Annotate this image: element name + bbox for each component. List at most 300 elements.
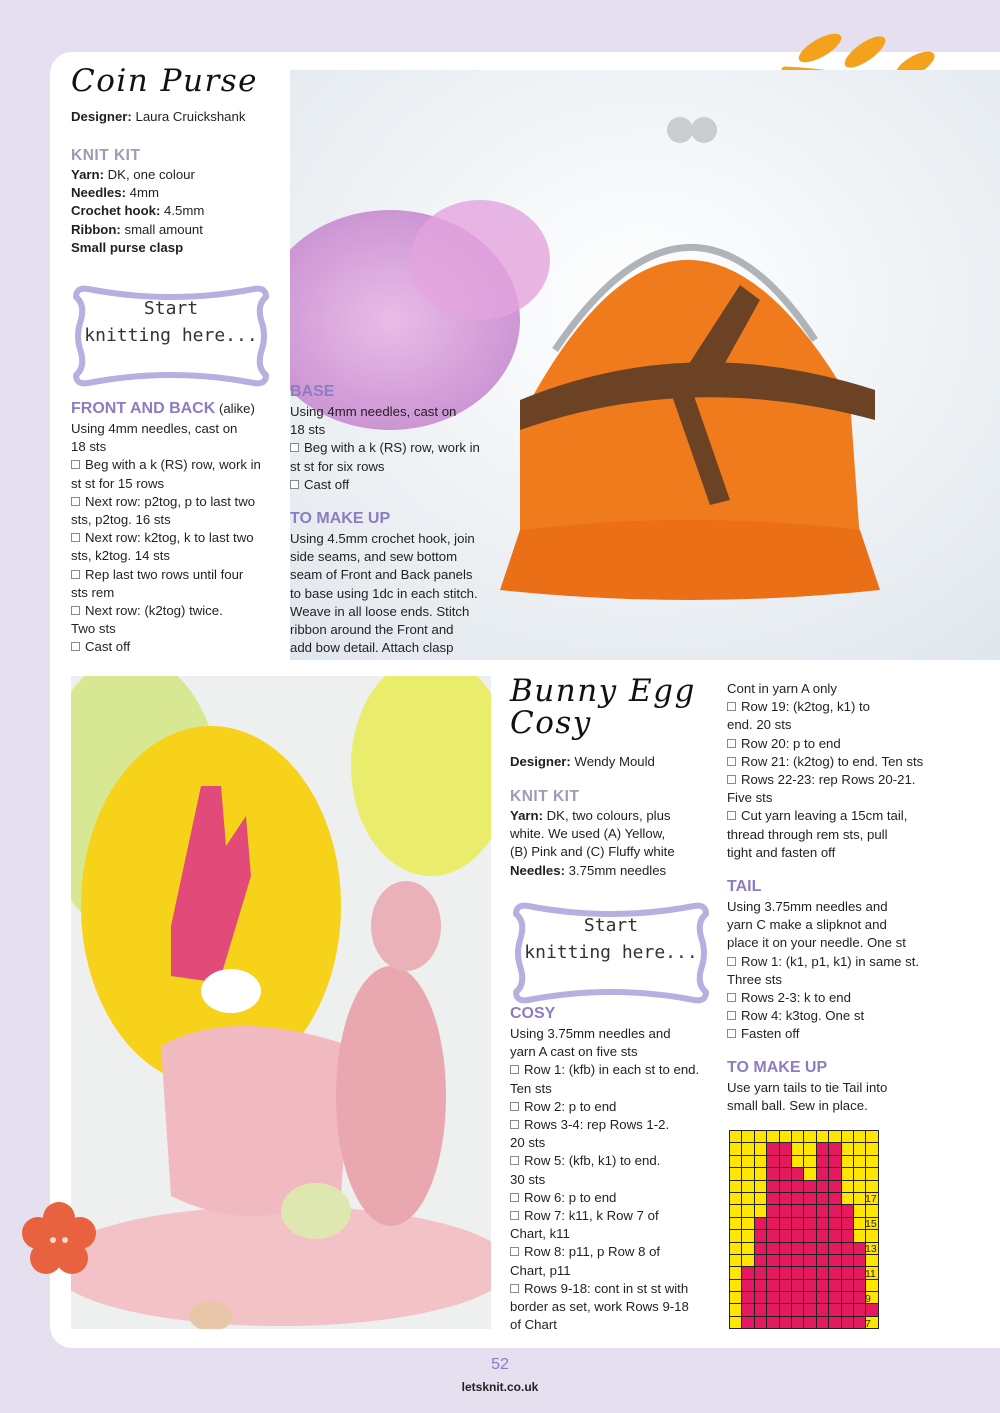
instruction-line: [510, 1262, 699, 1280]
chart-cell: [853, 1230, 865, 1242]
checkbox[interactable]: [727, 993, 736, 1002]
chart-row: [730, 1304, 879, 1316]
kit-item-value: DK, one colour: [103, 167, 195, 182]
chart-grid: [729, 1130, 879, 1329]
chart-cell: [742, 1180, 754, 1192]
chart-cell: [841, 1267, 853, 1279]
bunny-title-line-2: Cosy: [510, 705, 592, 741]
checkbox[interactable]: [727, 957, 736, 966]
instruction-checklist-item: [510, 1207, 699, 1225]
instruction-line: [290, 621, 478, 639]
chart-cell: [767, 1292, 779, 1304]
instruction-text: st st for six rows: [290, 458, 385, 474]
chart-cell: [791, 1131, 803, 1143]
instruction-line: [510, 1134, 699, 1152]
instruction-checklist-item: [290, 439, 480, 457]
chart-row-label: 13: [865, 1242, 877, 1255]
kit-item-label: Small purse clasp: [71, 239, 184, 255]
chart-cell: [730, 1292, 742, 1304]
instruction-line: [727, 916, 919, 934]
instruction-line: [727, 898, 919, 916]
instruction-text: Row 19: (k2tog, k1) to: [741, 699, 871, 715]
chart-cell: [779, 1192, 791, 1204]
chart-cell: [816, 1192, 828, 1204]
kit-item: [510, 807, 675, 825]
instruction-text: 20 sts: [510, 1135, 546, 1151]
chart-cell: [742, 1254, 754, 1266]
chart-cell: [841, 1304, 853, 1316]
instruction-text: Fasten off: [741, 1026, 800, 1042]
chart-cell: [767, 1242, 779, 1254]
instruction-text: Ten sts: [510, 1080, 552, 1096]
designer-label: Designer:: [510, 754, 571, 769]
kit-item: [71, 239, 204, 257]
chart-cell: [791, 1180, 803, 1192]
chart-cell: [742, 1205, 754, 1217]
instruction-checklist-item: [510, 1061, 699, 1079]
chart-cell: [791, 1230, 803, 1242]
base-instructions: [290, 403, 480, 494]
instruction-text: seam of Front and Back panels: [290, 567, 473, 583]
chart-row: [730, 1292, 879, 1304]
chart-row-label: 17: [865, 1193, 877, 1206]
chart-cell: [791, 1205, 803, 1217]
checkbox[interactable]: [290, 443, 299, 452]
chart-cell: [742, 1316, 754, 1328]
chart-cell: [853, 1131, 865, 1143]
bunny-chart: [729, 1130, 879, 1329]
instruction-checklist-item: [71, 493, 261, 511]
instruction-text: st st for 15 rows: [71, 475, 165, 491]
chart-cell: [853, 1180, 865, 1192]
instruction-text: Row 2: p to end: [524, 1098, 617, 1114]
chart-cell: [853, 1279, 865, 1291]
chart-cell: [779, 1217, 791, 1229]
instruction-line: [290, 403, 480, 421]
chart-cell: [730, 1217, 742, 1229]
instruction-text: Beg with a k (RS) row, work in: [304, 440, 480, 456]
checkbox[interactable]: [510, 1193, 519, 1202]
instruction-checklist-item: [71, 602, 261, 620]
chart-cell: [816, 1168, 828, 1180]
instruction-line: [510, 1225, 699, 1243]
instruction-line: [71, 584, 261, 602]
chart-cell: [742, 1230, 754, 1242]
kit-item-label: Crochet hook:: [71, 203, 161, 219]
chart-cell: [816, 1292, 828, 1304]
chart-cell: [779, 1168, 791, 1180]
chart-row: [730, 1242, 879, 1254]
chart-cell: [841, 1230, 853, 1242]
instruction-text: end. 20 sts: [727, 717, 792, 733]
chart-cell: [841, 1242, 853, 1254]
checkbox[interactable]: [510, 1065, 519, 1074]
instruction-line: [71, 511, 261, 529]
chart-cell: [841, 1205, 853, 1217]
checkbox[interactable]: [71, 606, 80, 615]
coin-purse-title: Coin Purse: [71, 63, 259, 99]
instruction-text: Five sts: [727, 790, 773, 806]
chart-row-labels: [865, 1130, 895, 1330]
chart-cell: [754, 1168, 766, 1180]
kit-item: [510, 862, 675, 880]
base-heading: BASE: [290, 383, 335, 400]
instruction-checklist-item: [71, 638, 261, 656]
checkbox[interactable]: [290, 480, 299, 489]
instruction-line: [727, 826, 923, 844]
checkbox[interactable]: [727, 702, 736, 711]
chart-cell: [804, 1205, 816, 1217]
chart-cell: [829, 1180, 841, 1192]
kit-item-label: Needles:: [71, 185, 126, 201]
chart-cell: [816, 1180, 828, 1192]
instruction-line: [71, 547, 261, 565]
checkbox[interactable]: [510, 1156, 519, 1165]
chart-cell: [730, 1205, 742, 1217]
kit-item-label: Needles:: [510, 862, 565, 878]
kit-item: [71, 221, 204, 239]
front-back-title: FRONT AND BACK: [71, 400, 216, 417]
chart-cell: [804, 1217, 816, 1229]
checkbox[interactable]: [727, 757, 736, 766]
instruction-text: side seams, and sew bottom: [290, 549, 458, 565]
instruction-text: yarn A cast on five sts: [510, 1044, 638, 1060]
banner-line-2: knitting here...: [524, 942, 698, 963]
chart-cell: [779, 1254, 791, 1266]
chart-cell: [841, 1155, 853, 1167]
instruction-line: [71, 420, 261, 438]
chart-cell: [804, 1143, 816, 1155]
chart-row: [730, 1267, 879, 1279]
chart-cell: [816, 1254, 828, 1266]
chart-cell: [730, 1143, 742, 1155]
chart-cell: [853, 1192, 865, 1204]
chart-cell: [767, 1316, 779, 1328]
chart-cell: [779, 1230, 791, 1242]
instruction-checklist-item: [510, 1280, 699, 1298]
checkbox[interactable]: [510, 1247, 519, 1256]
bunny-designer: [510, 753, 655, 771]
chart-cell: [754, 1205, 766, 1217]
chart-cell: [816, 1131, 828, 1143]
chart-row: [730, 1316, 879, 1328]
chart-cell: [730, 1242, 742, 1254]
checkbox[interactable]: [71, 533, 80, 542]
checkbox[interactable]: [71, 497, 80, 506]
checkbox[interactable]: [71, 460, 80, 469]
chart-cell: [829, 1292, 841, 1304]
coin-purse-make-up-instructions: [290, 530, 478, 657]
kit-item-value: DK, two colours, plus: [542, 808, 671, 823]
chart-cell: [841, 1292, 853, 1304]
cosy-instructions: [510, 1025, 699, 1334]
chart-cell: [816, 1267, 828, 1279]
chart-cell: [829, 1279, 841, 1291]
banner-line-1: Start: [583, 915, 639, 936]
instruction-text: Use yarn tails to tie Tail into: [727, 1080, 888, 1095]
instruction-checklist-item: [510, 1243, 699, 1261]
chart-cell: [841, 1131, 853, 1143]
front-back-note: (alike): [218, 401, 255, 416]
bunny-title-line-1: Bunny Egg: [510, 673, 696, 709]
front-back-instructions: [71, 420, 261, 657]
instruction-checklist-item: [727, 753, 923, 771]
chart-cell: [816, 1230, 828, 1242]
instruction-text: of Chart: [510, 1317, 557, 1333]
chart-cell: [804, 1180, 816, 1192]
instruction-checklist-item: [71, 529, 261, 547]
instruction-text: place it on your needle. One st: [727, 935, 906, 951]
chart-cell: [742, 1242, 754, 1254]
instruction-text: Two sts: [71, 621, 116, 637]
chart-cell: [829, 1254, 841, 1266]
instruction-line: [510, 1080, 699, 1098]
checkbox[interactable]: [727, 811, 736, 820]
instruction-text: Rows 2-3: k to end: [741, 990, 851, 1006]
instruction-text: Cont in yarn A only: [727, 681, 837, 696]
instruction-line: [510, 1298, 699, 1316]
checkbox[interactable]: [727, 739, 736, 748]
chart-cell: [829, 1316, 841, 1328]
chart-cell: [816, 1279, 828, 1291]
instruction-text: Next row: (k2tog) twice.: [85, 603, 223, 619]
chart-row-label: 9: [865, 1292, 871, 1305]
chart-cell: [841, 1192, 853, 1204]
checkbox[interactable]: [727, 1011, 736, 1020]
chart-cell: [791, 1292, 803, 1304]
chart-cell: [804, 1230, 816, 1242]
designer-name: Laura Cruickshank: [135, 109, 246, 124]
chart-cell: [754, 1254, 766, 1266]
tail-heading: TAIL: [727, 878, 762, 895]
instruction-text: Row 4: k3tog. One st: [741, 1008, 865, 1024]
instruction-text: sts, k2tog. 14 sts: [71, 548, 170, 564]
chart-cell: [730, 1155, 742, 1167]
chart-cell: [742, 1155, 754, 1167]
chart-cell: [791, 1242, 803, 1254]
kit-item: [71, 184, 204, 202]
chart-cell: [779, 1304, 791, 1316]
instruction-line: [510, 1171, 699, 1189]
chart-cell: [742, 1267, 754, 1279]
chart-cell: [804, 1131, 816, 1143]
chart-cell: [779, 1155, 791, 1167]
instruction-line: [510, 1025, 699, 1043]
chart-cell: [853, 1205, 865, 1217]
chart-cell: [853, 1254, 865, 1266]
chart-cell: [754, 1304, 766, 1316]
checkbox[interactable]: [510, 1102, 519, 1111]
chart-cell: [804, 1316, 816, 1328]
instruction-text: thread through rem sts, pull: [727, 826, 888, 842]
instruction-text: small ball. Sew in place.: [727, 1098, 868, 1114]
chart-cell: [804, 1242, 816, 1254]
coin-purse-make-up-heading: TO MAKE UP: [290, 510, 391, 527]
front-back-heading: [71, 400, 255, 418]
checkbox[interactable]: [510, 1120, 519, 1129]
banner-line-2: knitting here...: [84, 325, 258, 346]
chart-cell: [779, 1143, 791, 1155]
chart-cell: [841, 1180, 853, 1192]
instruction-checklist-item: [727, 807, 923, 825]
instruction-text: yarn C make a slipknot and: [727, 917, 887, 933]
instruction-text: Row 8: p11, p Row 8 of: [524, 1244, 661, 1260]
chart-cell: [841, 1316, 853, 1328]
checkbox[interactable]: [510, 1211, 519, 1220]
chart-cell: [754, 1292, 766, 1304]
chart-cell: [742, 1131, 754, 1143]
instruction-line: [71, 438, 261, 456]
checkbox[interactable]: [727, 1029, 736, 1038]
instruction-checklist-item: [727, 953, 919, 971]
chart-cell: [754, 1279, 766, 1291]
chart-cell: [767, 1180, 779, 1192]
instruction-line: [290, 530, 478, 548]
instruction-checklist-item: [510, 1152, 699, 1170]
chart-cell: [791, 1168, 803, 1180]
chart-cell: [742, 1217, 754, 1229]
instruction-text: Using 4mm needles, cast on: [71, 421, 238, 436]
chart-cell: [829, 1192, 841, 1204]
instruction-line: [71, 475, 261, 493]
kit-item-value: (B) Pink and (C) Fluffy white: [510, 844, 675, 860]
chart-cell: [829, 1230, 841, 1242]
designer-label: Designer:: [71, 109, 132, 124]
instruction-checklist-item: [510, 1116, 699, 1134]
cosy-continued-instructions: [727, 680, 923, 862]
instruction-checklist-item: [510, 1189, 699, 1207]
chart-cell: [853, 1292, 865, 1304]
instruction-line: [727, 1097, 887, 1115]
chart-cell: [779, 1180, 791, 1192]
chart-cell: [841, 1217, 853, 1229]
chart-cell: [754, 1155, 766, 1167]
instruction-line: [290, 639, 478, 657]
chart-cell: [853, 1316, 865, 1328]
chart-cell: [754, 1143, 766, 1155]
chart-cell: [829, 1143, 841, 1155]
chart-cell: [853, 1155, 865, 1167]
kit-item-value: white. We used (A) Yellow,: [510, 826, 666, 842]
chart-cell: [730, 1316, 742, 1328]
checkbox[interactable]: [510, 1284, 519, 1293]
chart-row: [730, 1131, 879, 1143]
chart-cell: [730, 1254, 742, 1266]
chart-cell: [754, 1242, 766, 1254]
instruction-text: Using 4mm needles, cast on: [290, 404, 457, 419]
chart-cell: [754, 1180, 766, 1192]
chart-row: [730, 1168, 879, 1180]
bunny-kit-list: [510, 807, 675, 880]
checkbox[interactable]: [727, 775, 736, 784]
chart-cell: [816, 1217, 828, 1229]
chart-cell: [853, 1217, 865, 1229]
instruction-checklist-item: [510, 1098, 699, 1116]
kit-item: [71, 166, 204, 184]
chart-cell: [754, 1217, 766, 1229]
instruction-text: Weave in all loose ends. Stitch: [290, 603, 470, 619]
instruction-line: [71, 620, 261, 638]
chart-row: [730, 1192, 879, 1204]
instruction-checklist-item: [727, 989, 919, 1007]
chart-cell: [791, 1316, 803, 1328]
chart-row-label: 11: [865, 1267, 876, 1280]
kit-item: [510, 825, 675, 843]
instruction-text: Rows 22-23: rep Rows 20-21.: [741, 772, 916, 788]
chart-cell: [730, 1279, 742, 1291]
chart-cell: [779, 1242, 791, 1254]
instruction-text: Next row: p2tog, p to last two: [85, 493, 256, 509]
coin-purse-kit-heading: KNIT KIT: [71, 147, 141, 164]
instruction-text: Row 5: (kfb, k1) to end.: [524, 1153, 661, 1169]
instruction-text: sts, p2tog. 16 sts: [71, 512, 171, 528]
chart-cell: [742, 1279, 754, 1291]
kit-item-label: Ribbon:: [71, 221, 121, 237]
instruction-checklist-item: [71, 456, 261, 474]
chart-cell: [767, 1143, 779, 1155]
instruction-text: border as set, work Rows 9-18: [510, 1299, 689, 1315]
chart-cell: [804, 1292, 816, 1304]
chart-row: [730, 1254, 879, 1266]
chart-cell: [767, 1254, 779, 1266]
chart-cell: [853, 1242, 865, 1254]
instruction-line: [290, 548, 478, 566]
chart-cell: [754, 1131, 766, 1143]
chart-cell: [779, 1279, 791, 1291]
instruction-line: [727, 789, 923, 807]
instruction-checklist-item: [290, 476, 480, 494]
chart-cell: [829, 1205, 841, 1217]
kit-item-value: 4.5mm: [160, 203, 205, 219]
chart-cell: [829, 1168, 841, 1180]
chart-cell: [791, 1217, 803, 1229]
start-knitting-banner: [510, 900, 712, 1006]
cosy-heading: COSY: [510, 1005, 556, 1022]
instruction-text: Chart, k11: [510, 1226, 570, 1242]
instruction-line: [290, 603, 478, 621]
chart-cell: [853, 1143, 865, 1155]
instruction-line: [727, 971, 919, 989]
chart-cell: [767, 1217, 779, 1229]
chart-cell: [791, 1192, 803, 1204]
start-knitting-banner: [70, 283, 272, 389]
instruction-text: Using 3.75mm needles and: [727, 899, 888, 914]
chart-cell: [791, 1267, 803, 1279]
chart-cell: [841, 1143, 853, 1155]
instruction-text: Row 1: (k1, p1, k1) in same st.: [741, 953, 920, 969]
instruction-line: [727, 680, 923, 698]
instruction-text: ribbon around the Front and: [290, 622, 454, 638]
chart-cell: [742, 1304, 754, 1316]
checkbox[interactable]: [71, 642, 80, 651]
chart-cell: [754, 1267, 766, 1279]
chart-cell: [742, 1168, 754, 1180]
instruction-text: Using 4.5mm crochet hook, join: [290, 531, 475, 546]
instruction-text: Cut yarn leaving a 15cm tail,: [741, 808, 908, 824]
chart-cell: [816, 1155, 828, 1167]
instruction-text: Row 7: k11, k Row 7 of: [524, 1208, 659, 1224]
instruction-checklist-item: [727, 1025, 919, 1043]
kit-item-value: 4mm: [125, 185, 159, 201]
chart-cell: [754, 1192, 766, 1204]
chart-row: [730, 1143, 879, 1155]
instruction-checklist-item: [727, 771, 923, 789]
instruction-text: Next row: k2tog, k to last two: [85, 530, 254, 546]
chart-row: [730, 1205, 879, 1217]
kit-item-value: 3.75mm needles: [564, 862, 667, 878]
chart-cell: [791, 1254, 803, 1266]
checkbox[interactable]: [71, 570, 80, 579]
